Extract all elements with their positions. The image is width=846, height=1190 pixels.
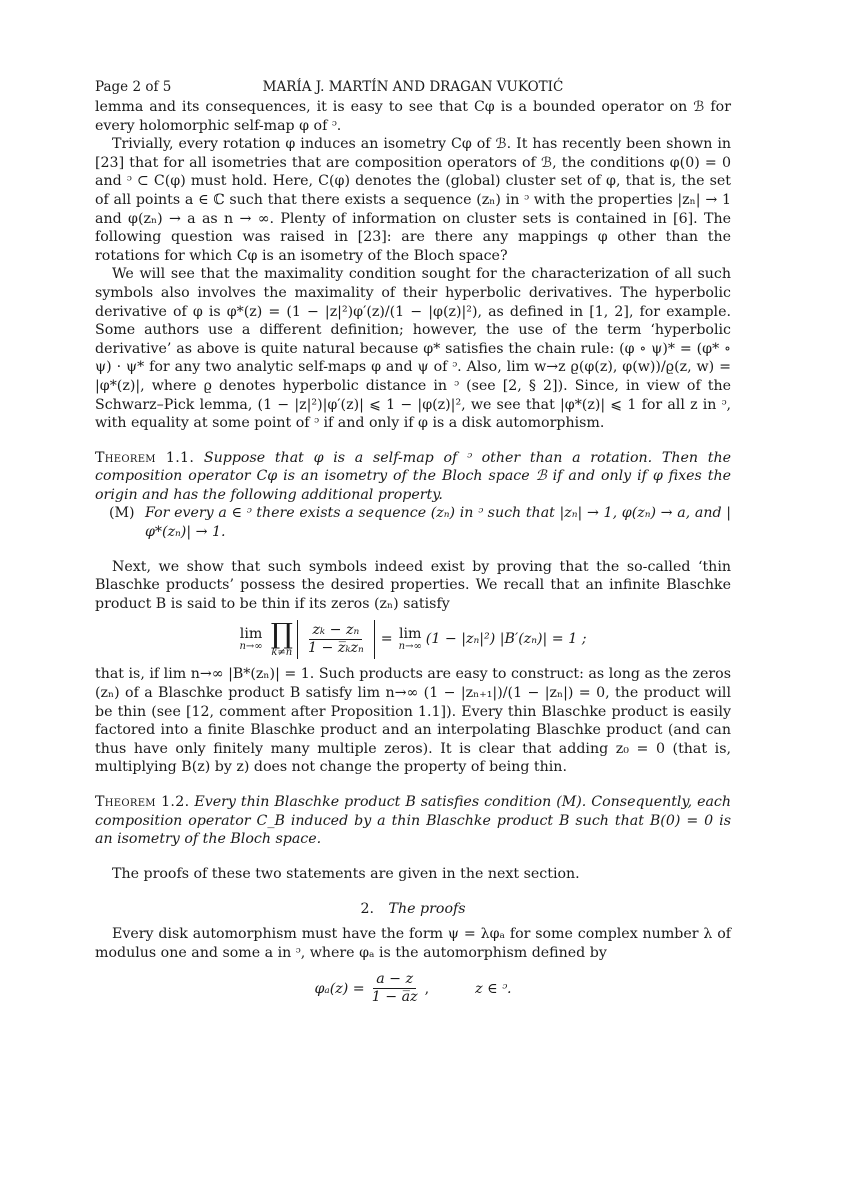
eq-lim: lim n→∞ (239, 626, 263, 653)
section-title: The proofs (388, 901, 466, 918)
condition-m (109, 504, 731, 541)
condition-m-label: (M) (109, 505, 135, 522)
aut-tail: , (424, 980, 430, 997)
eq-product: ∏ k≠n (270, 617, 293, 659)
theorem-1-2-body: Every thin Blaschke product B satisfies condition (M). Consequently, each composition operator C_B induced by a thin Blaschke product B such that B(0) = 0 is an isometry of the Bloch space. (95, 794, 732, 848)
thin-condition-equation (95, 613, 731, 665)
aut-fraction: $\frac{a - z}{1 - a̅z}$ (371, 971, 418, 1006)
paragraph-3: We will see that the maximality condition sought for the characterization of all such symbols also involves the maximality of their hyperbolic derivatives. The hyperbolic derivative of φ is φ*(z) = (1 − |z|²)φ′(z)/(1 − |φ(z)|²), as defined in [1, 2], for example. Some authors use a different definition; however, the use of the term ‘hyperbolic derivative’ as above is quite natural because φ* satisfies the chain rule: (φ ∘ ψ)* = (φ* ∘ ψ) · ψ* for any two analytic self-maps φ and ψ of ᵓ. Also, lim w→z ϱ(φ(z), φ(w))/ϱ(z, w) = |φ*(z)|, where ϱ denotes hyperbolic distance in ᵓ (see [2, § 2]). Since, in view of the Schwarz–Pick lemma, (1 − |z|²)|φ′(z)| ⩽ 1 − |φ(z)|², we see that |φ*(z)| ⩽ 1 for all z in ᵓ, with equality at some point of ᵓ if and only if φ is a disk automorphism. (95, 266, 731, 432)
aut-domain: z ∈ ᵓ. (475, 980, 512, 997)
paper-page (95, 76, 731, 1015)
paragraph-6: The proofs of these two statements are given in the next section. (112, 865, 580, 882)
paragraph-4: Next, we show that such symbols indeed exist by proving that the so-called ‘thin Blaschke products’ possess the desired properties. We recall that an infinite Blaschke product B is said to be thin if its zeros (zₙ) satisfy (95, 558, 731, 612)
section-number: 2. (360, 901, 375, 918)
paragraph-7: Every disk automorphism must have the form ψ = λφₐ for some complex number λ of modulus one and some a in ᵓ, where φₐ is the automorphism defined by (95, 926, 731, 961)
running-authors: MARÍA J. MARTÍN AND DRAGAN VUKOTIĆ (262, 79, 564, 95)
theorem-1-1 (95, 449, 731, 505)
paragraph-1: lemma and its consequences, it is easy to see that Cφ is a bounded operator on ℬ for every holomorphic self-map φ of ᵓ. (95, 99, 731, 134)
paragraph-2: Trivially, every rotation φ induces an isometry Cφ of ℬ. It has recently been shown in [23] that for all isometries that are composition operators of ℬ, the conditions φ(0) = 0 and ᵓ ⊂ C(φ) must hold. Here, C(φ) denotes the (global) cluster set of φ, that is, the set of all points a ∈ ℂ such that there exists a sequence (zₙ) in ᵓ with the properties |zₙ| → 1 and φ(zₙ) → a as n → ∞. Plenty of information on cluster sets is contained in [6]. The following question was raised in [23]: are there any mappings φ other than the rotations for which Cφ is an isometry of the Bloch space? (95, 136, 731, 264)
running-header (95, 76, 731, 98)
eq-rhs: (1 − |zₙ|²) |B′(zₙ)| = 1 ; (425, 631, 587, 648)
theorem-1-1-body: Suppose that φ is a self-map of ᵓ other than a rotation. Then the composition operator Cφ is an isometry of the Bloch space ℬ if and only if φ fixes the origin and has the following additional property. (95, 449, 731, 503)
condition-m-body: For every a ∈ ᵓ there exists a sequence (zₙ) in ᵓ such that |zₙ| → 1, φ(zₙ) → a, and |φ*(zₙ)| → 1. (145, 505, 731, 541)
aut-lhs: φₐ(z) = (314, 980, 365, 997)
eq-rhs-lim: lim n→∞ (398, 626, 422, 653)
section-heading (95, 899, 731, 919)
eq-abs-fraction: $\frac{\text{zₖ − zₙ}}{\text{1 − z̅ₖzₙ}}$ (297, 620, 375, 659)
automorphism-equation (95, 963, 731, 1015)
theorem-1-2 (95, 793, 731, 849)
eq-equals: = (380, 631, 393, 648)
theorem-1-1-head: Theorem 1.1. (95, 449, 195, 466)
page-number: Page 2 of 5 (95, 79, 172, 95)
theorem-1-2-head: Theorem 1.2. (95, 794, 190, 810)
paragraph-5: that is, if lim n→∞ |B*(zₙ)| = 1. Such products are easy to construct: as long as the zeros (zₙ) of a Blaschke product B satisfy lim n→∞ (1 − |zₙ₊₁|)/(1 − |zₙ|) = 0, the product will be thin (see [12, comment after Proposition 1.1]). Every thin Blaschke product is easily factored into a finite Blaschke product and an interpolating Blaschke product (and can thus have only finitely many multiple zeros). It is clear that adding z₀ = 0 (that is, multiplying B(z) by z) does not change the property of being thin. (95, 666, 731, 776)
